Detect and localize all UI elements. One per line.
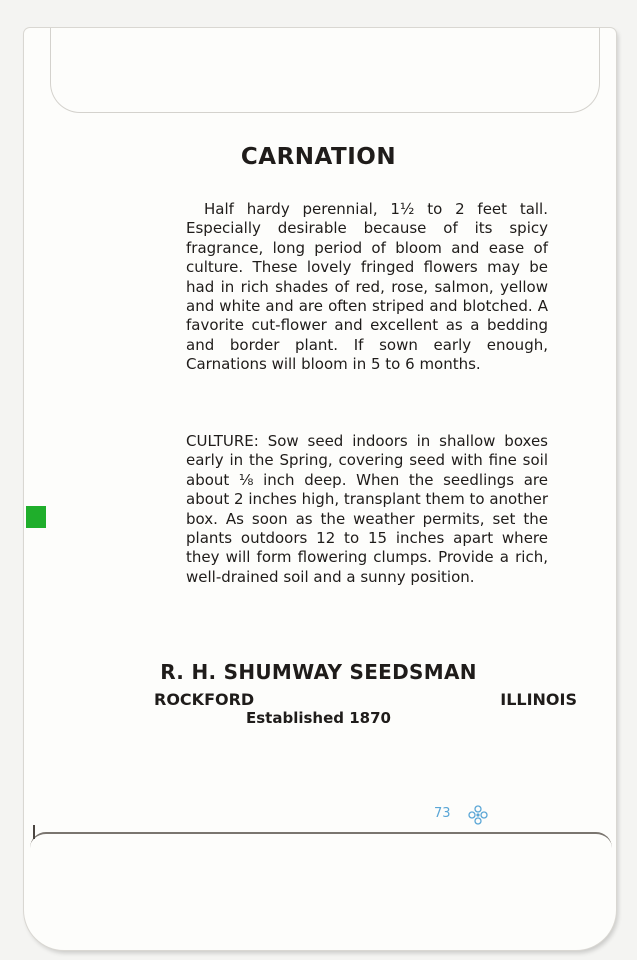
bottom-fold-line xyxy=(30,832,612,848)
quatrefoil-dots-icon xyxy=(467,804,489,826)
culture-paragraph: CULTURE: Sow seed indoors in shallow boxes early in the Spring, covering seed with fine soil about ⅛ inch deep. When the seedlings are about 2 inches high, transplant them to another box. As soon as the weather permits, set the plants outdoors 12 to 15 inches apart where they will form flowering clumps. Provide a rich, well-drained soil and a sunny position. xyxy=(186,432,548,586)
green-edge-tab xyxy=(26,506,46,528)
city-label: ROCKFORD xyxy=(154,690,255,709)
seller-name: R. H. SHUMWAY SEEDSMAN xyxy=(160,660,477,684)
packet-code: 73 xyxy=(434,806,451,821)
description-paragraph: Half hardy perennial, 1½ to 2 feet tall. Especially desirable because of its spicy fragrance, long period of bloom and ease of culture. These lovely fringed flowers may be had in rich shades of red, rose, salmon, yellow and white and are often striped and blotched. A favorite cut-flower and excellent as a bedding and border plant. If sown early enough, Carnations will bloom in 5 to 6 months. xyxy=(186,200,548,374)
state-label: ILLINOIS xyxy=(500,690,577,709)
plant-title: CARNATION xyxy=(240,144,397,170)
top-flap-outline xyxy=(50,28,600,113)
established-line: Established 1870 xyxy=(246,709,391,727)
fold-tick-mark xyxy=(33,825,35,839)
